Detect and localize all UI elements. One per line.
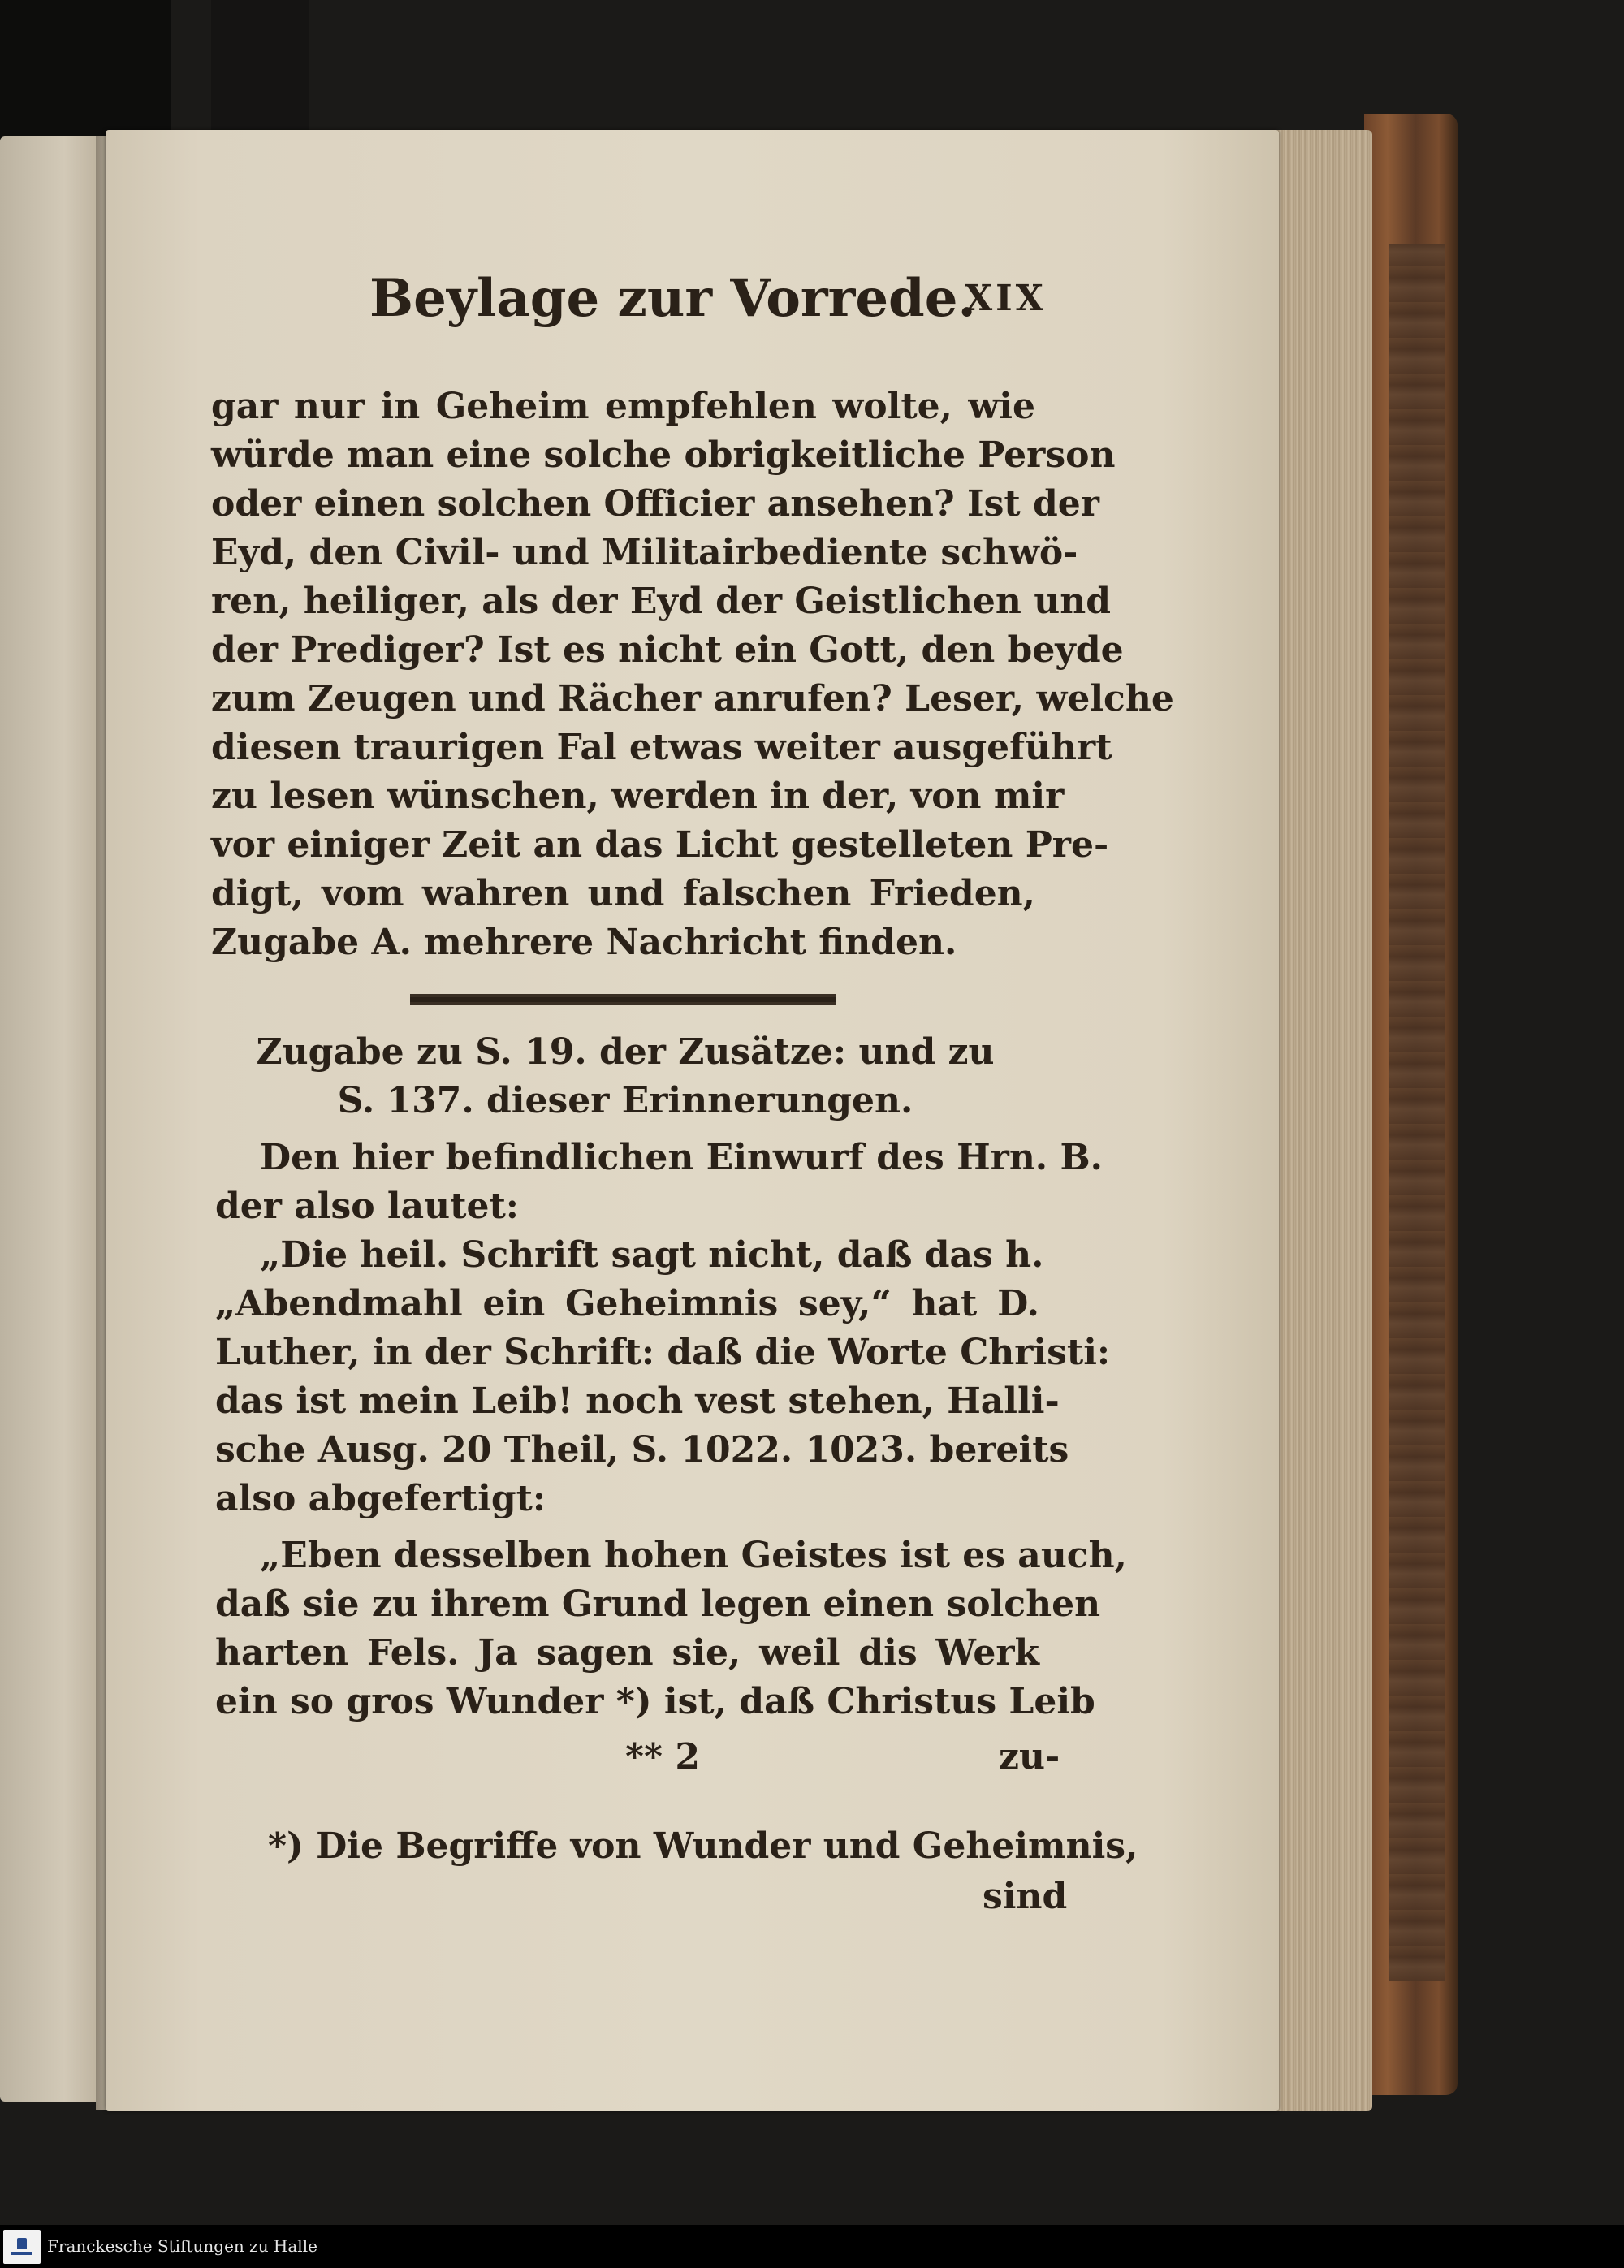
text-line: gar nur in Geheim empfehlen wolte, wie [211, 386, 1035, 427]
text-line: der Prediger? Ist es nicht ein Gott, den beyde [211, 629, 1124, 671]
footnote-line: *) Die Begriffe von Wunder und Geheimnis, [268, 1825, 1138, 1867]
text-line: „Eben desselben hohen Geistes ist es auch, [260, 1535, 1127, 1576]
left-page-edge [0, 136, 107, 2102]
footnote-catchword: sind [983, 1876, 1068, 1917]
text-line: der also lautet: [215, 1186, 520, 1227]
text-line: Luther, in der Schrift: daß die Worte Christi: [215, 1332, 1111, 1373]
text-line: also abgefertigt: [215, 1478, 546, 1519]
text-line: vor einiger Zeit an das Licht gestelleten Pre- [211, 824, 1109, 866]
text-line: das ist mein Leib! noch vest stehen, Halli- [215, 1380, 1060, 1422]
text-line: würde man eine solche obrigkeitliche Person [211, 434, 1116, 476]
page-edges [1267, 130, 1372, 2111]
page-number: XIX [965, 278, 1047, 319]
footer-bar [0, 2225, 1624, 2268]
text-line: Den hier befindlichen Einwurf des Hrn. B. [260, 1137, 1103, 1178]
text-line: oder einen solchen Officier ansehen? Ist der [211, 483, 1099, 525]
institution-label: Franckesche Stiftungen zu Halle [47, 2236, 317, 2256]
text-line: Eyd, den Civil- und Militairbediente schwö- [211, 532, 1078, 573]
text-line: digt, vom wahren und falschen Frieden, [211, 873, 1035, 914]
text-line: daß sie zu ihrem Grund legen einen solchen [215, 1583, 1101, 1625]
section-heading-line: S. 137. dieser Erinnerungen. [337, 1080, 914, 1121]
catchword: zu- [999, 1736, 1060, 1778]
running-title: Beylage zur Vorrede. [369, 268, 976, 329]
text-line: „Abendmahl ein Geheimnis sey,“ hat D. [215, 1283, 1039, 1324]
text-line: ein so gros Wunder *) ist, daß Christus Leib [215, 1681, 1095, 1722]
text-line: zu lesen wünschen, werden in der, von mir [211, 775, 1065, 817]
text-line: diesen traurigen Fal etwas weiter ausgeführt [211, 727, 1112, 768]
section-heading-line: Zugabe zu S. 19. der Zusätze: und zu [256, 1031, 995, 1073]
signature-mark: ** 2 [625, 1736, 700, 1778]
text-line: „Die heil. Schrift sagt nicht, daß das h. [260, 1234, 1044, 1276]
section-rule [410, 994, 836, 1005]
logo-mark [17, 2238, 27, 2249]
institution-logo-icon [3, 2230, 41, 2264]
logo-base [11, 2252, 32, 2255]
text-line: Zugabe A. mehrere Nachricht finden. [211, 922, 957, 963]
text-line: harten Fels. Ja sagen sie, weil dis Werk [215, 1632, 1039, 1674]
cover-texture [1389, 244, 1445, 1981]
page-header [0, 268, 1624, 333]
text-line: sche Ausg. 20 Theil, S. 1022. 1023. bereits [215, 1429, 1069, 1471]
text-line: zum Zeugen und Rächer anrufen? Leser, welche [211, 678, 1174, 719]
text-line: ren, heiliger, als der Eyd der Geistlichen und [211, 581, 1111, 622]
